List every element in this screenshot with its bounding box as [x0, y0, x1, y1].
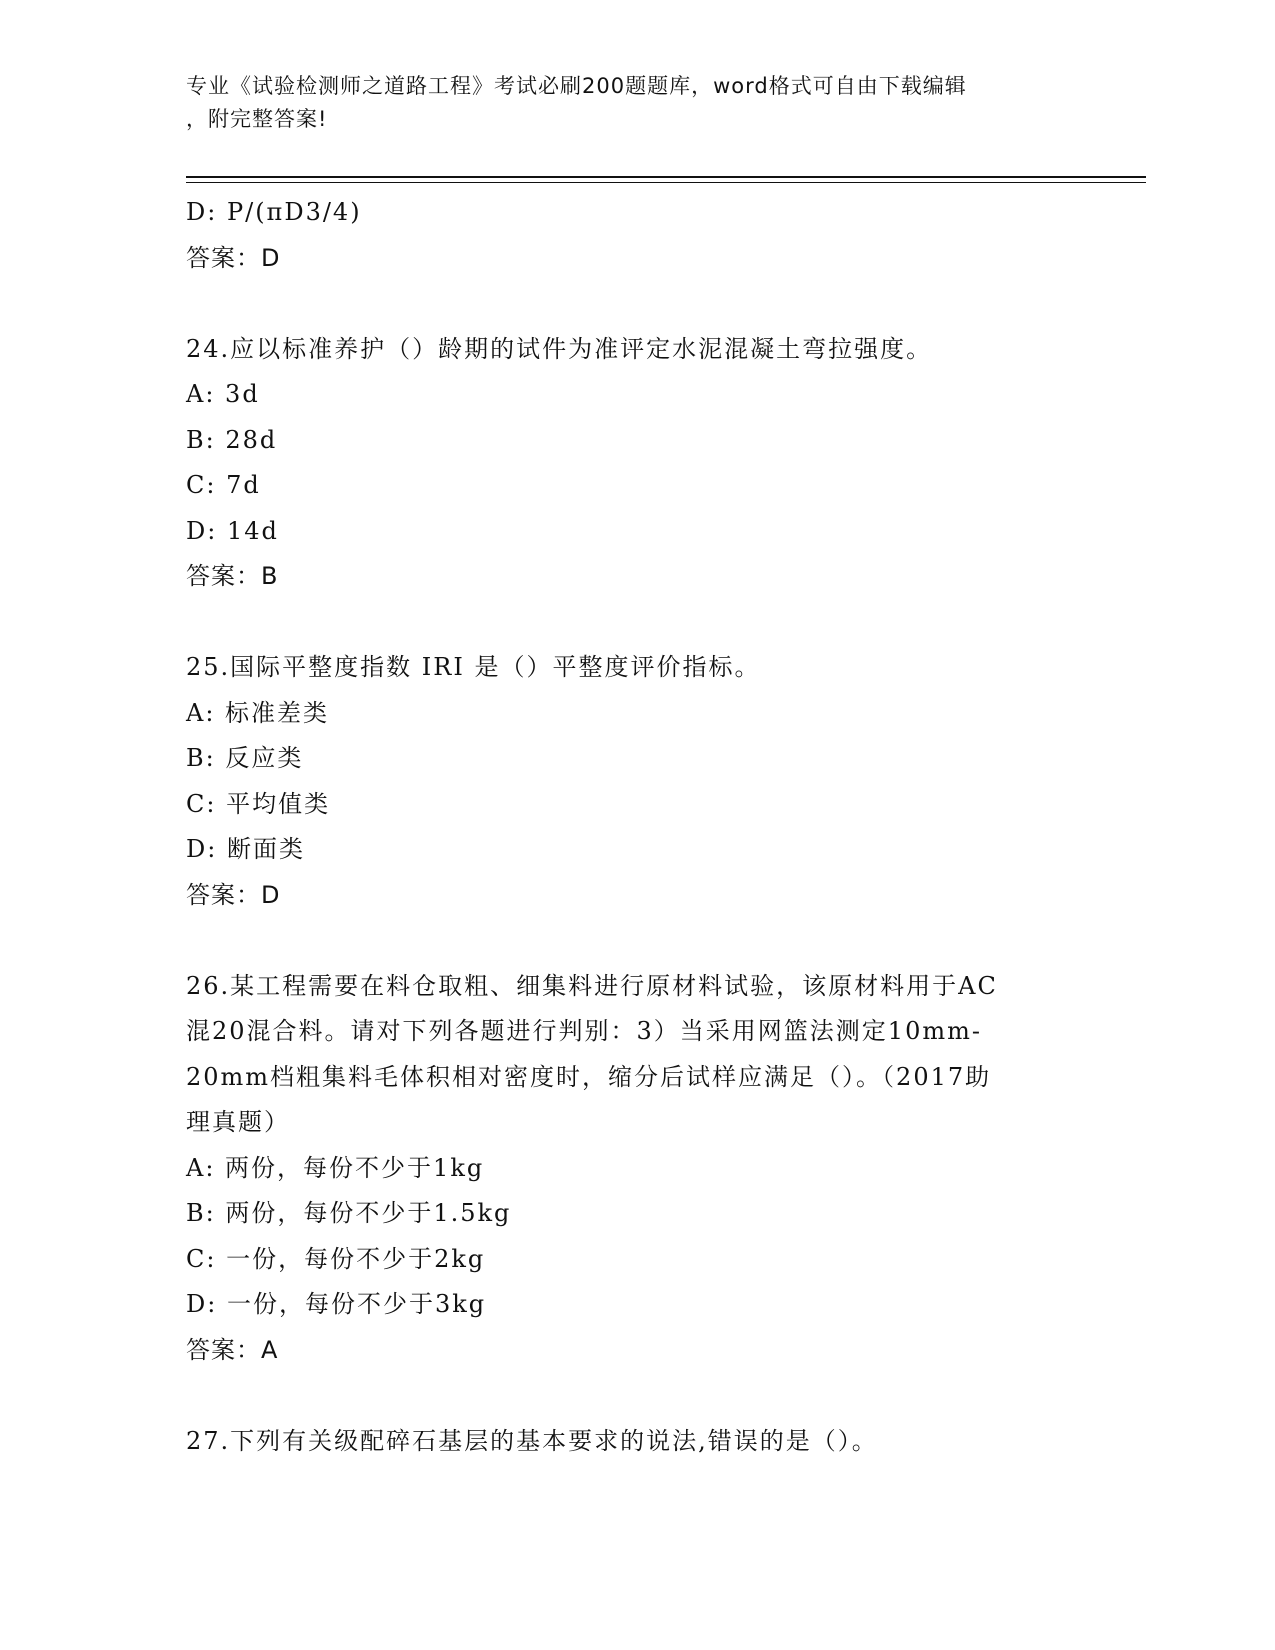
- q26-question-line2: 混20混合料。请对下列各题进行判别：3）当采用网篮法测定10mm-: [186, 1017, 982, 1045]
- header-title-line2: ，附完整答案!: [186, 107, 328, 131]
- question-list: [186, 190, 1086, 1464]
- spacer: [186, 600, 1086, 646]
- q25-answer: 答案：D: [186, 880, 281, 909]
- q25-option-b: B: 反应类: [186, 744, 304, 772]
- q26-option-b: B: 两份，每份不少于1.5kg: [186, 1199, 512, 1227]
- header-title-line1: 专业《试验检测师之道路工程》考试必刷200题题库，word格式可自由下载编辑: [186, 74, 967, 98]
- q25-option-d: D: 断面类: [186, 835, 305, 863]
- q24-question: 24.应以标准养护（）龄期的试件为准评定水泥混凝土弯拉强度。: [186, 334, 933, 363]
- q24-answer: 答案：B: [186, 562, 279, 590]
- spacer: [186, 281, 1086, 327]
- q23-answer: 答案：D: [186, 243, 281, 272]
- q24-option-d: D: 14d: [186, 516, 279, 545]
- q25-question: 25.国际平整度指数 IRI 是（）平整度评价指标。: [186, 653, 761, 681]
- q26-answer: 答案：A: [186, 1335, 279, 1364]
- spacer: [186, 1373, 1086, 1419]
- q24-option-b: B: 28d: [186, 425, 278, 454]
- q23-option-d: D: P/(πD3/4): [186, 198, 362, 226]
- q26-option-a: A: 两份，每份不少于1kg: [186, 1153, 485, 1182]
- q26-option-d: D: 一份，每份不少于3kg: [186, 1290, 487, 1318]
- q26-option-c: C: 一份，每份不少于2kg: [186, 1244, 486, 1273]
- q27-question: 27.下列有关级配碎石基层的基本要求的说法,错误的是（）。: [186, 1426, 878, 1455]
- header-divider-thick: [186, 176, 1146, 178]
- q24-option-c: C: 7d: [186, 471, 261, 499]
- document-header: [186, 70, 1086, 136]
- q25-option-c: C: 平均值类: [186, 789, 331, 818]
- q26-question-line4: 理真题）: [186, 1108, 290, 1136]
- q26-question-line3: 20mm档粗集料毛体积相对密度时，缩分后试样应满足（）。（2017助: [186, 1062, 992, 1091]
- header-divider-thin: [186, 182, 1146, 183]
- q24-option-a: A: 3d: [186, 380, 260, 408]
- spacer: [186, 918, 1086, 964]
- q25-option-a: A: 标准差类: [186, 698, 330, 727]
- q26-question-line1: 26.某工程需要在料仓取粗、细集料进行原材料试验，该原材料用于AC: [186, 971, 998, 1000]
